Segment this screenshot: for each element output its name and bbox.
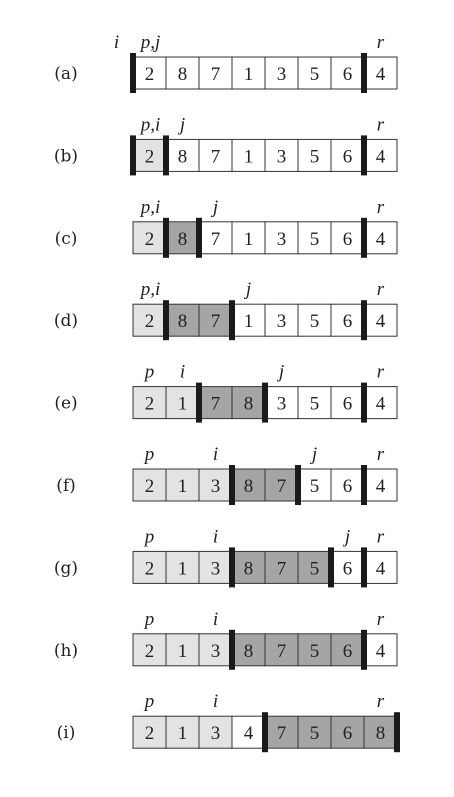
cell-value: 7 (276, 558, 287, 580)
cell-value: 5 (309, 476, 320, 497)
pointer-label: r (376, 114, 385, 136)
cell-value: 8 (177, 64, 188, 85)
cell-value: 2 (144, 723, 155, 745)
region-divider-bar (262, 712, 268, 752)
region-divider-bar (163, 218, 169, 258)
cell-value: 6 (342, 311, 353, 333)
row-label: (b) (53, 146, 79, 167)
cell-value: 5 (309, 640, 320, 662)
pointer-label: r (376, 444, 385, 465)
cell-value: 6 (342, 64, 353, 85)
cell-value: 6 (342, 228, 353, 250)
cell-value: 8 (375, 723, 386, 745)
cell-value: 4 (375, 228, 386, 250)
pointer-label: r (376, 196, 385, 218)
row-label: (c) (54, 228, 78, 249)
cell-value: 4 (243, 723, 254, 745)
region-divider-bar (229, 465, 235, 505)
cell-value: 2 (144, 393, 155, 415)
cell-value: 2 (144, 146, 155, 168)
region-divider-bar (361, 300, 367, 340)
cell-value: 1 (177, 558, 188, 580)
cell-value: 6 (342, 723, 353, 745)
region-divider-bar (394, 712, 400, 752)
cell-value: 6 (342, 393, 353, 415)
region-divider-bar (163, 300, 169, 340)
cell-value: 4 (375, 146, 386, 168)
pointer-label: p,i (140, 279, 161, 301)
cell-value: 8 (243, 558, 254, 580)
pointer-label: j (245, 279, 252, 301)
cell-value: 7 (210, 64, 221, 85)
cell-value: 2 (144, 64, 155, 85)
pointer-label: i (212, 691, 219, 713)
cell-value: 1 (243, 64, 254, 85)
region-divider-bar (229, 300, 235, 340)
cell-value: 2 (144, 228, 155, 250)
cell-value: 2 (144, 311, 155, 333)
array-row (55, 197, 397, 258)
pointer-label: i (212, 526, 219, 548)
cell-value: 3 (210, 476, 221, 497)
pointer-label: p (144, 444, 155, 465)
region-divider-bar (361, 383, 367, 423)
cell-value: 3 (276, 146, 287, 168)
cell-value: 4 (375, 393, 386, 415)
cell-value: 3 (276, 228, 287, 250)
pointer-label: p,j (140, 32, 161, 53)
region-divider-bar (196, 218, 202, 258)
region-divider-bar (262, 383, 268, 423)
cell-value: 3 (210, 558, 221, 580)
region-divider-bar (196, 383, 202, 423)
cell-value: 8 (243, 476, 254, 497)
cell-value: 8 (177, 228, 188, 250)
cell-value: 7 (276, 723, 287, 745)
cell-value: 5 (309, 64, 320, 85)
array-row (54, 32, 397, 93)
pointer-label: j (344, 526, 351, 548)
cell-value: 1 (243, 311, 254, 333)
row-label: (f) (56, 476, 76, 496)
array-row (54, 279, 397, 340)
cell-value: 2 (144, 640, 155, 662)
array-row (57, 691, 400, 752)
region-divider-bar (361, 135, 367, 175)
array-row (54, 609, 397, 670)
pointer-label: r (376, 32, 385, 53)
cell-value: 8 (177, 311, 188, 333)
cell-value: 5 (309, 311, 320, 333)
row-label: (g) (53, 558, 79, 579)
pointer-label: i (179, 361, 186, 383)
region-divider-bar (361, 630, 367, 670)
cell-value: 7 (210, 393, 221, 415)
cell-value: 2 (144, 476, 155, 497)
cell-value: 1 (177, 640, 188, 662)
region-divider-bar (361, 547, 367, 587)
cell-value: 6 (342, 476, 353, 497)
pointer-label: j (212, 196, 219, 218)
cell-value: 5 (309, 393, 320, 415)
cell-value: 3 (276, 64, 287, 85)
cell-value: 4 (375, 558, 386, 580)
pointer-label: p (144, 608, 155, 630)
cell-value: 6 (342, 558, 353, 580)
region-divider-bar (295, 465, 301, 505)
cell-value: 8 (177, 146, 188, 168)
array-row (54, 362, 397, 423)
pointer-label: p (144, 526, 155, 548)
pointer-label: i (212, 608, 219, 630)
cell-value: 4 (375, 311, 386, 333)
row-label: (a) (54, 64, 78, 84)
region-divider-bar (361, 53, 367, 93)
row-label: (h) (53, 640, 79, 661)
cell-value: 1 (243, 228, 254, 250)
region-divider-bar (130, 53, 136, 93)
row-label: (e) (54, 393, 78, 414)
cell-value: 7 (276, 640, 287, 662)
pointer-label: i (212, 444, 219, 465)
cell-value: 6 (342, 640, 353, 662)
cell-value: 5 (309, 146, 320, 168)
cell-value: 7 (210, 311, 221, 333)
array-row (56, 444, 397, 505)
region-divider-bar (229, 547, 235, 587)
row-label: (d) (53, 311, 79, 332)
region-divider-bar (229, 630, 235, 670)
pointer-label: r (376, 691, 385, 713)
region-divider-bar (130, 135, 136, 175)
region-divider-bar (328, 547, 334, 587)
cell-value: 4 (375, 64, 386, 85)
pointer-label: p (144, 361, 155, 383)
pointer-label: r (376, 279, 385, 301)
pointer-label: r (376, 361, 385, 383)
cell-value: 6 (342, 146, 353, 168)
cell-value: 3 (276, 393, 287, 415)
cell-value: 1 (177, 393, 188, 415)
pointer-label: j (311, 444, 318, 465)
cell-value: 4 (375, 640, 386, 662)
pointer-label: p,i (140, 114, 161, 136)
row-label: (i) (56, 723, 76, 744)
cell-value: 5 (309, 558, 320, 580)
pointer-label: p,i (140, 196, 161, 218)
cell-value: 7 (276, 476, 287, 497)
cell-value: 5 (309, 723, 320, 745)
cell-value: 3 (210, 640, 221, 662)
array-row (54, 526, 397, 587)
pointer-label: r (376, 526, 385, 548)
pointer-label: j (179, 114, 186, 136)
region-divider-bar (361, 465, 367, 505)
cell-value: 1 (177, 476, 188, 497)
region-divider-bar (361, 218, 367, 258)
cell-value: 1 (243, 146, 254, 168)
region-divider-bar (163, 135, 169, 175)
pointer-label: i (113, 32, 120, 53)
cell-value: 4 (375, 476, 386, 497)
pointer-label: j (278, 361, 285, 383)
cell-value: 2 (144, 558, 155, 580)
cell-value: 3 (276, 311, 287, 333)
cell-value: 1 (177, 723, 188, 745)
cell-value: 7 (210, 146, 221, 168)
array-row (54, 114, 397, 175)
pointer-label: p (144, 691, 155, 713)
pointer-label: r (376, 608, 385, 630)
cell-value: 8 (243, 393, 254, 415)
cell-value: 7 (210, 228, 221, 250)
cell-value: 8 (243, 640, 254, 662)
cell-value: 3 (210, 723, 221, 745)
cell-value: 5 (309, 228, 320, 250)
